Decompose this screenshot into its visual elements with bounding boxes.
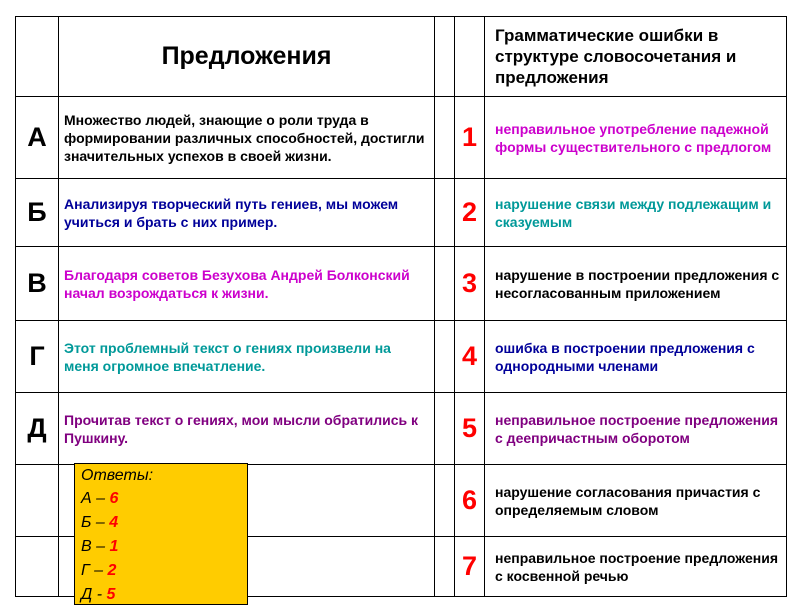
- answer-value: 2: [107, 562, 117, 579]
- row-error: нарушение связи между подлежащим и сказуемым: [485, 179, 787, 247]
- answer-letter: В: [81, 538, 92, 555]
- answer-separator: –: [91, 490, 110, 507]
- row-number: 3: [455, 247, 485, 321]
- row-gap-cell: [435, 537, 455, 597]
- header-gap-cell: [435, 17, 455, 97]
- row-number: 1: [455, 97, 485, 179]
- answer-line: [81, 487, 241, 511]
- row-sentence: Множество людей, знающие о роли труда в формировании различных способностей, достигли значительных успехов в своей жизни.: [59, 97, 435, 179]
- answer-separator: –: [91, 514, 110, 531]
- answer-line: [81, 559, 241, 583]
- row-letter: В: [16, 247, 59, 321]
- row-gap-cell: [435, 247, 455, 321]
- row-number: 4: [455, 321, 485, 393]
- answer-value: 1: [109, 538, 119, 555]
- row-gap-cell: [435, 321, 455, 393]
- answers-title: Ответы:: [81, 467, 154, 484]
- row-sentence: Этот проблемный текст о гениях произвели на меня огромное впечатление.: [59, 321, 435, 393]
- row-number: 5: [455, 393, 485, 465]
- row-letter: Г: [16, 321, 59, 393]
- answer-letter: А: [81, 490, 92, 507]
- row-number: 6: [455, 465, 485, 537]
- row-number: 2: [455, 179, 485, 247]
- row-error: неправильное построение предложения с деепричастным оборотом: [485, 393, 787, 465]
- row-error: неправильное употребление падежной формы существительного с предлогом: [485, 97, 787, 179]
- row-error: нарушение согласования причастия с определяемым словом: [485, 465, 787, 537]
- answer-line: [81, 511, 241, 535]
- row-letter: А: [16, 97, 59, 179]
- answer-line: [81, 535, 241, 559]
- row-number: 7: [455, 537, 485, 597]
- row-error: ошибка в построении предложения с однородными членами: [485, 321, 787, 393]
- answer-letter: Д: [81, 586, 93, 603]
- table-row: [16, 247, 787, 321]
- row-letter: [16, 537, 59, 597]
- answer-letter: Г: [81, 562, 90, 579]
- row-gap-cell: [435, 393, 455, 465]
- row-sentence: Благодаря советов Безухова Андрей Болконский начал возрождаться к жизни.: [59, 247, 435, 321]
- row-letter: Д: [16, 393, 59, 465]
- answer-value: 4: [109, 514, 119, 531]
- row-gap-cell: [435, 465, 455, 537]
- table-row: [16, 97, 787, 179]
- row-gap-cell: [435, 97, 455, 179]
- table-row: [16, 179, 787, 247]
- row-error: нарушение в построении предложения с несогласованным приложением: [485, 247, 787, 321]
- table-row: [16, 393, 787, 465]
- answer-value: 5: [106, 586, 116, 603]
- header-number-cell: [455, 17, 485, 97]
- row-gap-cell: [435, 179, 455, 247]
- row-error: неправильное построение предложения с косвенной речью: [485, 537, 787, 597]
- header-letter-cell: [16, 17, 59, 97]
- sentences-header: Предложения: [59, 17, 435, 97]
- answer-separator: –: [89, 562, 108, 579]
- table-row: [16, 321, 787, 393]
- answers-box: [74, 463, 248, 605]
- answer-value: 6: [109, 490, 119, 507]
- answer-separator: –: [91, 538, 110, 555]
- row-sentence: Анализируя творческий путь гениев, мы можем учиться и брать с них пример.: [59, 179, 435, 247]
- row-sentence: Прочитав текст о гениях, мои мысли обратились к Пушкину.: [59, 393, 435, 465]
- answer-separator: -: [92, 586, 107, 603]
- row-letter: [16, 465, 59, 537]
- errors-header: Грамматические ошибки в структуре словосочетания и предложения: [485, 17, 787, 97]
- header-row: [16, 17, 787, 97]
- answer-letter: Б: [81, 514, 92, 531]
- answer-line: [81, 583, 241, 607]
- row-letter: Б: [16, 179, 59, 247]
